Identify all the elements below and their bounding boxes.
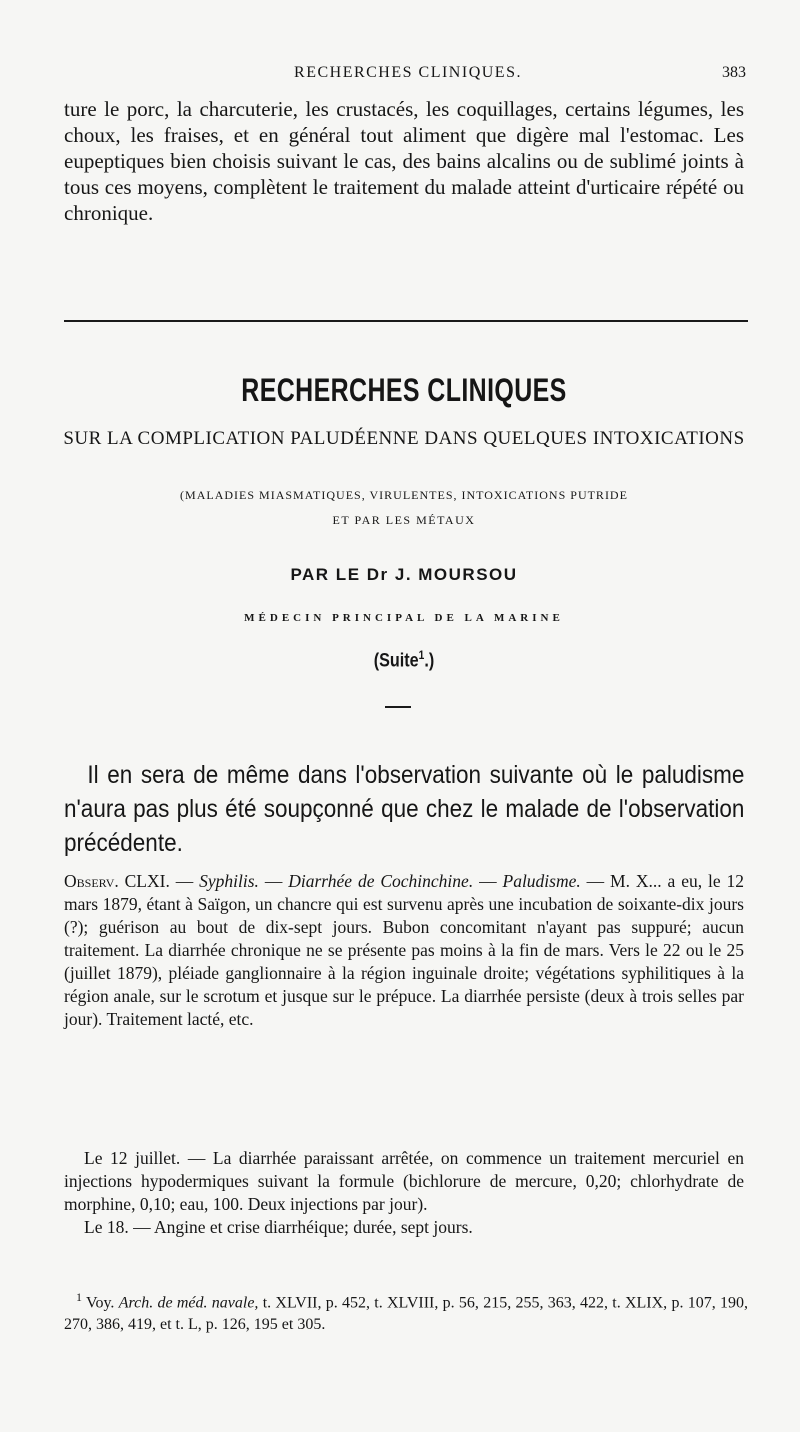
running-head [70,58,746,88]
observation-paragraph [64,870,744,1031]
observation-paragraph-3: Le 18. — Angine et crise diarrhéique; durée, sept jours. [84,1217,473,1237]
article-author: PAR LE Dr J. MOURSOU [290,565,518,584]
diagnosis-diarrhee: Diarrhée de Cochinchine. [288,871,474,891]
article-subtitle: SUR LA COMPLICATION PALUDÉENNE DANS QUELQUES INTOXICATIONS [63,428,745,449]
footnote-mark: 1 [76,1290,82,1304]
observation-body: — M. X... a eu, le 12 mars 1879, étant à Saïgon, un chancre qui est survenu après une incubation de soixante-dix jours (?); guérison au bout de dix-sept jours. Bubon concomitant n'ayant pas suppuré; aucun traitement. La diarrhée chronique ne se présente pas moins à la fin de mars. Vers le 22 ou le 25 (juillet 1879), pléiade ganglionnaire à la région inguinale droite; végétations syphilitiques à la région anale, sur le scrotum et jusque sur le prépuce. La diarrhée persiste (deux à trois selles par jour). Traitement lacté, etc. [64,871,745,1029]
diagnosis-syphilis: Syphilis. [199,871,259,891]
suite-footnote-mark: 1 [418,648,425,662]
observation-dash-3: — [473,871,503,891]
observation-dash-2: — [258,871,289,891]
article-title: RECHERCHES CLINIQUES [241,372,567,408]
article-subtitle-line3: ET PAR LES MÉTAUX [332,513,476,527]
footnote-prefix: Voy. [82,1294,119,1312]
suite-label [112,648,697,672]
suite-text: (Suite [373,650,419,672]
lead-paragraph: Il en sera de même dans l'observation suivante où le paludisme n'aura pas plus été soupçonné que chez le malade de l'observation précédente. [64,761,745,857]
observation-label: Observ. CLXI. [64,871,170,891]
section-divider [64,320,748,322]
observation-dash-1: — [169,871,200,891]
suite-close: .) [424,650,435,672]
short-divider [385,706,411,708]
intro-paragraph: ture le porc, la charcuterie, les crustacés, les coquillages, certains légumes, les choux, les fraises, et en général tout aliment que digère mal l'estomac. Les eupeptiques bien choisis suivant le cas, des bains alcalins ou de sublimé joints à tous ces moyens, complètent le traitement du malade atteint d'urticaire répété ou chronique. [64,97,744,225]
footnote-journal: Arch. de méd. navale, [118,1294,259,1312]
page-number: 383 [722,64,746,81]
running-head-title: RECHERCHES CLINIQUES. [294,64,522,81]
observation-paragraph-2: Le 12 juillet. — La diarrhée paraissant arrêtée, on commence un traitement mercuriel en injections hypodermiques suivant la formule (bichlorure de mercure, 0,20; chlorhydrate de morphine, 0,10; eau, 100. Deux injections par jour). [64,1148,744,1214]
author-affiliation: MÉDECIN PRINCIPAL DE LA MARINE [244,612,564,624]
footnote [64,1286,748,1336]
article-subtitle-line2: (MALADIES MIASMATIQUES, VIRULENTES, INTOXICATIONS PUTRIDE [180,488,628,502]
diagnosis-paludisme: Paludisme. [502,871,581,891]
footnote-refs: t. XLVII, p. 452, t. XLVIII, p. 56, 215, 255, 363, 422, t. XLIX, p. 107, 190, 270, 386, 419, et t. L, p. 126, 195 et 305. [64,1294,748,1334]
